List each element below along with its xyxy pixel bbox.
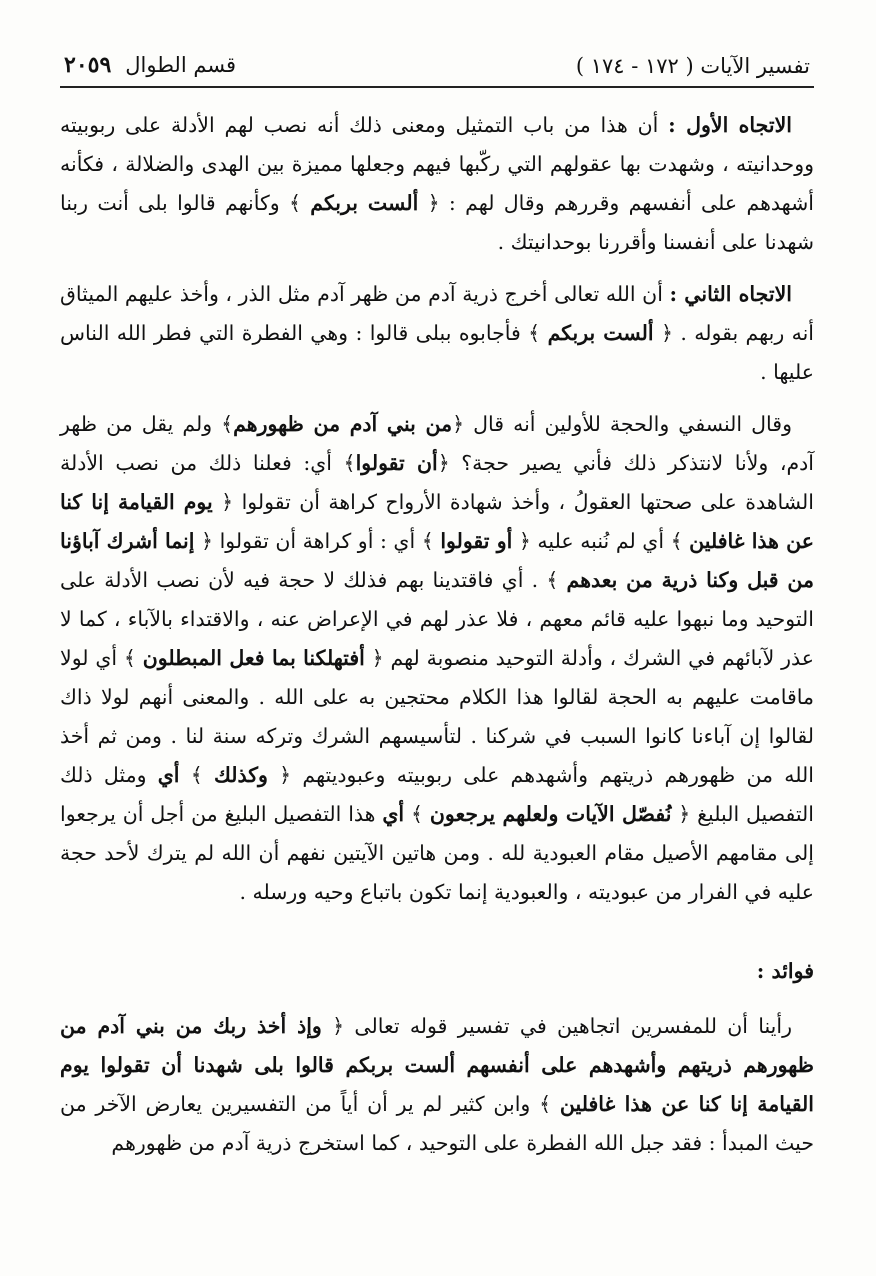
text-segment: ﴾ أي : أو كراهة أن تقولوا ﴿ (194, 529, 441, 553)
bold-text-segment: نُفصّل الآيات ولعلهم يرجعون (429, 802, 672, 826)
text-segment: ﴾ أي لم نُنبه عليه ﴿ (512, 529, 690, 553)
text-segment: ﴾ فأجابوه ببلى قالوا : وهي الفطرة التي فطر الله الناس عليها . (60, 321, 814, 384)
bold-text-segment: أن تقولوا (355, 451, 438, 475)
paragraph-nasafi (60, 405, 814, 912)
paragraph-fawaid (60, 1007, 814, 1163)
text-segment: ﴾ (179, 763, 214, 787)
text-segment: ومثل ذلك التفصيل البليغ ﴿ (60, 763, 814, 826)
bold-text-segment: من بني آدم من ظهورهم (233, 412, 453, 436)
text-segment: وقال النسفي والحجة للأولين أنه قال ﴿ (452, 412, 792, 436)
paragraph-first-approach (60, 106, 814, 262)
bold-text-segment: الاتجاه الأول : (668, 113, 792, 137)
page-body (60, 88, 814, 1163)
header-section: قسم الطوال (125, 53, 237, 77)
bold-text-segment: الاتجاه الثاني : (669, 282, 792, 306)
bold-text-segment: ألست بربكم (547, 321, 654, 345)
text-segment: ﴾ . أي فاقتدينا بهم فذلك لا حجة فيه لأن نصب الأدلة على التوحيد وما نبهوا عليه قائم معهم ، فلا عذر لهم في الإعراض عنه ، والاقتداء بالآباء ، كما لا عذر لآبائهم في الشرك ، وأدلة التوحيد منصوبة لهم ﴿ (60, 568, 814, 670)
text-segment: هذا التفصيل البليغ من أجل أن يرجعوا إلى مقامهم الأصيل مقام العبودية لله . ومن هاتين الآيتين نفهم أن الله لم يترك لأحد حجة عليه في الفرار من عبوديته ، والعبودية إنما تكون باتباع وحيه ورسله . (60, 802, 814, 904)
fawaid-heading: فوائد : (756, 959, 814, 983)
paragraph-second-approach (60, 275, 814, 392)
text-segment: أن هذا من باب التمثيل ومعنى ذلك أنه نصب لهم الأدلة على ربوبيته ووحدانيته ، وشهدت بها عقولهم التي ركّبها فيهم وجعلها مميزة بين الهدى والضلالة ، فكأنه أشهدهم على أنفسهم وقررهم وقال لهم : ﴿ (60, 113, 814, 215)
header-title: تفسير الآيات ( ١٧٢ - ١٧٤ ) (575, 54, 810, 78)
page-number: ٢٠٥٩ (64, 52, 112, 78)
bold-text-segment: يوم القيامة إنا كنا عن هذا غافلين (60, 490, 814, 553)
text-segment: ﴾ أي: فعلنا ذلك من نصب الأدلة الشاهدة على صحتها العقولُ ، وأخذ شهادة الأرواح كراهة أن تقولوا ﴿ (60, 451, 814, 514)
text-segment: ﴾ أي لولا ماقامت عليهم به الحجة لقالوا هذا الكلام محتجين به على الله . والمعنى أنهم لولا ذاك لقالوا إن آباءنا كانوا السبب في شركنا . لتأسيسهم الشرك وتركه سنة لنا . ومن ثم أخذ الله من ظهورهم ذريتهم وأشهدهم على ربوبيته وعبوديتهم ﴿ (60, 646, 814, 787)
running-header (60, 52, 814, 88)
header-left-group (64, 52, 236, 78)
text-segment: ﴾ وابن كثير لم ير أن أياً من التفسيرين يعارض الآخر من حيث المبدأ : فقد جبل الله الفطرة على التوحيد ، كما استخرج ذرية آدم من ظهورهم (60, 1092, 814, 1155)
bold-text-segment: إنما أشرك آباؤنا من قبل وكنا ذرية من بعدهم (60, 529, 814, 592)
bold-text-segment: وكذلك (213, 763, 268, 787)
bold-text-segment: ألست بربكم (310, 191, 419, 215)
text-segment: ﴾ وكأنهم قالوا بلى أنت ربنا شهدنا على أنفسنا وأقررنا بوحدانيتك . (60, 191, 814, 254)
bold-text-segment: أي (157, 763, 180, 787)
bold-text-segment: أفتهلكنا بما فعل المبطلون (142, 646, 365, 670)
bold-text-segment: أي (382, 802, 405, 826)
bold-text-segment: أو تقولوا (440, 529, 513, 553)
text-segment: رأينا أن للمفسرين اتجاهين في تفسير قوله تعالى ﴿ (321, 1014, 792, 1038)
text-segment: أن الله تعالى أخرج ذرية آدم من ظهر آدم مثل الذر ، وأخذ عليهم الميثاق أنه ربهم بقوله . ﴿ (60, 282, 814, 345)
bold-text-segment: وإذ أخذ ربك من بني آدم من ظهورهم ذريتهم وأشهدهم على أنفسهم ألست بربكم قالوا بلى شهدنا أن تقولوا يوم القيامة إنا كنا عن هذا غافلين (60, 1014, 814, 1116)
text-segment: ﴾ (404, 802, 430, 826)
text-segment: ﴾ ولم يقل من ظهر آدم، ولأنا لانتذكر ذلك فأني يصير حجة؟ ﴿ (60, 412, 814, 475)
